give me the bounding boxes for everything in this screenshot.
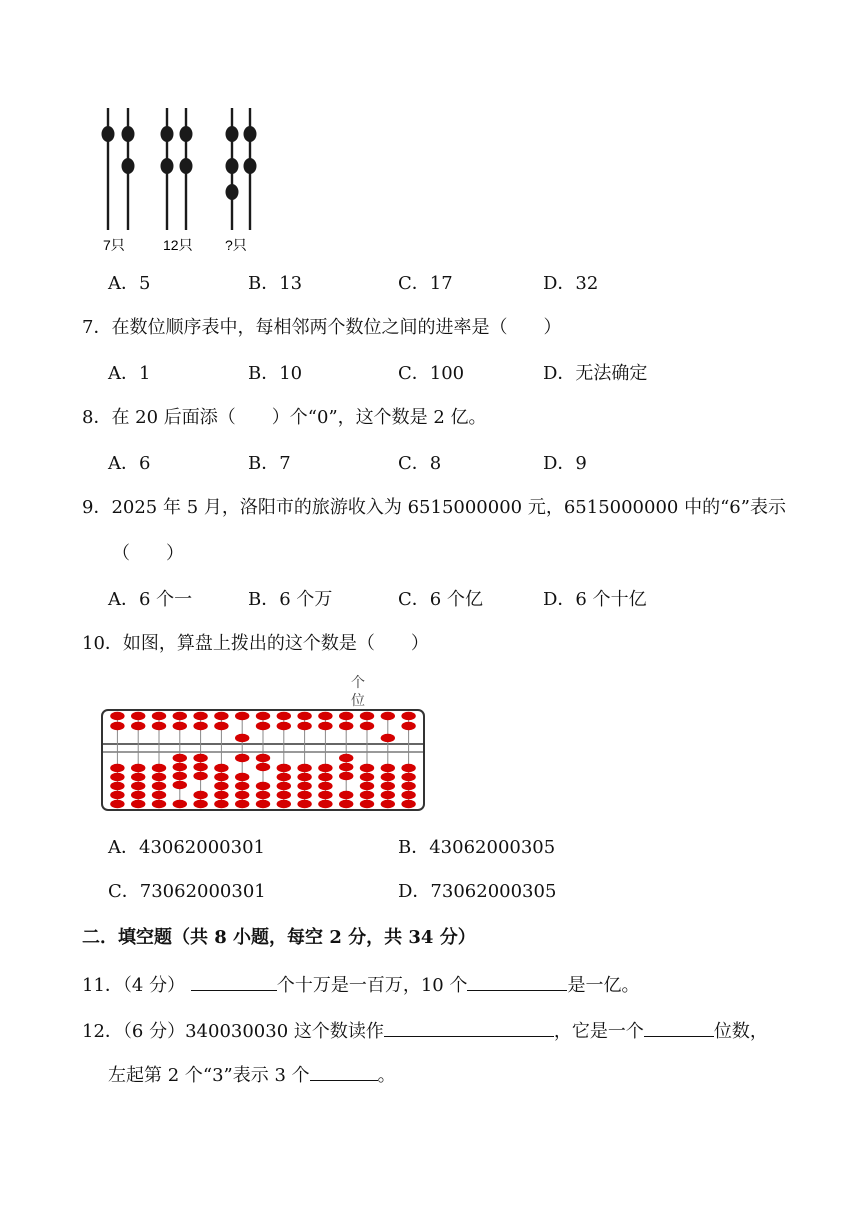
abacus-lower-bead (318, 764, 332, 772)
abacus-lower-bead (318, 773, 332, 781)
abacus-lower-bead (256, 763, 270, 771)
abacus-upper-bead (277, 722, 291, 730)
abacus-lower-bead (277, 791, 291, 799)
abacus-upper-bead (193, 722, 207, 730)
abacus-upper-bead (152, 712, 166, 720)
q10-stem: 10．如图，算盘上拨出的这个数是（ ） (82, 633, 429, 654)
abacus-lower-bead (297, 791, 311, 799)
abacus-lower-bead (214, 800, 228, 808)
abacus-lower-bead (235, 791, 249, 799)
abacus-lower-bead (235, 754, 249, 762)
q12-blank-1[interactable] (384, 1018, 554, 1037)
q12-line-1 (82, 1018, 768, 1044)
rod-bead (122, 126, 135, 142)
abacus-lower-bead (360, 764, 374, 772)
abacus-lower-bead (214, 791, 228, 799)
q8-option-b: B．7 (248, 453, 291, 474)
abacus-upper-bead (360, 722, 374, 730)
abacus-lower-bead (256, 800, 270, 808)
abacus-lower-bead (339, 800, 353, 808)
abacus-lower-bead (193, 754, 207, 762)
q9-stem-line1: 9．2025 年 5 月，洛阳市的旅游收入为 6515000000 元，6515000000 中的“6”表示 (82, 497, 786, 518)
q12-line-2 (108, 1062, 396, 1088)
abacus-upper-bead (131, 722, 145, 730)
abacus-lower-bead (173, 754, 187, 762)
abacus-lower-bead (360, 800, 374, 808)
abacus-upper-bead (318, 712, 332, 720)
rod-bead (180, 158, 193, 174)
rod-label-1: 7只 (103, 237, 125, 253)
abacus-lower-bead (235, 782, 249, 790)
abacus-lower-bead (277, 764, 291, 772)
q10-option-d: D．73062000305 (398, 881, 557, 902)
q12-line2-end: 。 (377, 1065, 396, 1086)
rod-bead (161, 158, 174, 174)
abacus-upper-bead (381, 712, 395, 720)
abacus-lower-bead (235, 800, 249, 808)
abacus-lower-bead (381, 764, 395, 772)
rods-group (102, 108, 257, 230)
q12-number: 12． (82, 1021, 123, 1042)
abacus-lower-bead (277, 800, 291, 808)
abacus-upper-bead (193, 712, 207, 720)
abacus-lower-bead (401, 800, 415, 808)
q11-text-1: 个十万是一百万，10 个 (276, 975, 468, 996)
abacus-upper-bead (318, 722, 332, 730)
abacus-lower-bead (297, 764, 311, 772)
abacus-lower-bead (339, 763, 353, 771)
abacus-upper-bead (131, 712, 145, 720)
abacus-upper-bead (152, 722, 166, 730)
rod-label-2: 12只 (163, 237, 193, 253)
q8-option-c: C．8 (398, 453, 442, 474)
abacus-upper-bead (256, 712, 270, 720)
abacus-lower-bead (173, 781, 187, 789)
abacus-lower-bead (401, 791, 415, 799)
rod-bead (226, 158, 239, 174)
q11-line (82, 972, 639, 998)
rod-bead (226, 184, 239, 200)
q6-option-a: A．5 (108, 273, 151, 294)
q8-option-d: D．9 (543, 453, 587, 474)
abacus-lower-bead (173, 772, 187, 780)
abacus-lower-bead (152, 791, 166, 799)
q7-stem: 7．在数位顺序表中，每相邻两个数位之间的进率是（ ） (82, 317, 562, 338)
abacus-upper-bead (173, 722, 187, 730)
abacus-lower-bead (110, 800, 124, 808)
abacus-lower-bead (152, 764, 166, 772)
abacus-upper-bead (214, 712, 228, 720)
q12-line2-text: 左起第 2 个“3”表示 3 个 (108, 1065, 310, 1086)
q9-option-b: B．6 个万 (248, 589, 333, 610)
q10-option-a: A．43062000301 (108, 837, 265, 858)
abacus-upper-bead (277, 712, 291, 720)
abacus-figure (96, 670, 436, 820)
abacus-upper-bead (110, 712, 124, 720)
abacus-upper-bead (297, 712, 311, 720)
q12-text-3: 位数， (713, 1021, 768, 1042)
abacus-lower-bead (193, 791, 207, 799)
q10-option-c: C．73062000301 (108, 881, 266, 902)
q9-option-a: A．6 个一 (108, 589, 193, 610)
abacus-lower-bead (381, 782, 395, 790)
q12-text-2: ，它是一个 (553, 1021, 644, 1042)
q9-option-d: D．6 个十亿 (543, 589, 647, 610)
q12-blank-2[interactable] (644, 1018, 714, 1037)
rod-bead (244, 126, 257, 142)
q9-stem-line2: （ ） (112, 543, 184, 564)
units-label-top: 个 (351, 674, 365, 690)
abacus-upper-bead (339, 722, 353, 730)
q8-stem: 8．在 20 后面添（ ）个“0”，这个数是 2 亿。 (82, 407, 487, 428)
q11-text-2: 是一亿。 (567, 975, 640, 996)
rod-bead (226, 126, 239, 142)
abacus-lower-bead (152, 800, 166, 808)
abacus-lower-bead (318, 791, 332, 799)
abacus-upper-bead (339, 712, 353, 720)
q9-option-c: C．6 个亿 (398, 589, 483, 610)
q11-blank-2[interactable] (467, 972, 567, 991)
abacus-lower-bead (173, 763, 187, 771)
rod-label-3: ?只 (225, 237, 247, 253)
abacus-upper-bead (381, 734, 395, 742)
abacus-lower-bead (214, 773, 228, 781)
abacus-upper-bead (235, 712, 249, 720)
abacus-lower-bead (110, 791, 124, 799)
abacus-lower-bead (277, 782, 291, 790)
abacus-lower-bead (297, 800, 311, 808)
abacus-lower-bead (360, 791, 374, 799)
abacus-lower-bead (110, 764, 124, 772)
rod-bead (244, 158, 257, 174)
abacus-lower-bead (318, 800, 332, 808)
abacus-upper-bead (235, 734, 249, 742)
abacus-lower-bead (401, 764, 415, 772)
abacus-lower-bead (401, 773, 415, 781)
abacus-lower-bead (256, 754, 270, 762)
rod-bead (180, 126, 193, 142)
abacus-lower-bead (381, 791, 395, 799)
q8-option-a: A．6 (108, 453, 151, 474)
q7-option-c: C．100 (398, 363, 465, 384)
q11-score: （4 分） (122, 975, 186, 996)
abacus-upper-bead (297, 722, 311, 730)
abacus-lower-bead (152, 782, 166, 790)
abacus-lower-bead (131, 764, 145, 772)
q7-option-a: A．1 (108, 363, 151, 384)
q12-blank-3[interactable] (310, 1062, 378, 1081)
abacus-lower-bead (193, 763, 207, 771)
abacus-lower-bead (235, 773, 249, 781)
q6-option-b: B．13 (248, 273, 303, 294)
abacus-lower-bead (131, 782, 145, 790)
abacus-lower-bead (214, 782, 228, 790)
abacus-lower-bead (277, 773, 291, 781)
units-label-bottom: 位 (351, 692, 365, 708)
abacus-lower-bead (214, 764, 228, 772)
q6-option-c: C．17 (398, 273, 453, 294)
abacus-lower-bead (193, 772, 207, 780)
abacus-lower-bead (360, 773, 374, 781)
rod-bead (161, 126, 174, 142)
q6-option-d: D．32 (543, 273, 599, 294)
abacus-upper-bead (214, 722, 228, 730)
q11-number: 11． (82, 975, 123, 996)
counting-rods-figure (95, 100, 295, 260)
abacus-lower-bead (381, 800, 395, 808)
abacus-upper-bead (256, 722, 270, 730)
rod-bead (102, 126, 115, 142)
section-2-title: 二．填空题（共 8 小题，每空 2 分，共 34 分） (82, 927, 476, 948)
abacus-upper-bead (173, 712, 187, 720)
abacus-lower-bead (256, 791, 270, 799)
abacus-lower-bead (339, 772, 353, 780)
abacus-upper-bead (401, 712, 415, 720)
abacus-lower-bead (297, 782, 311, 790)
abacus-lower-bead (381, 773, 395, 781)
abacus-body (102, 710, 424, 810)
abacus-lower-bead (131, 800, 145, 808)
abacus-lower-bead (110, 773, 124, 781)
q12-text-1: 340030030 这个数读作 (185, 1021, 384, 1042)
abacus-lower-bead (131, 791, 145, 799)
abacus-lower-bead (110, 782, 124, 790)
abacus-lower-bead (339, 754, 353, 762)
abacus-upper-bead (110, 722, 124, 730)
abacus-lower-bead (297, 773, 311, 781)
abacus-lower-bead (131, 773, 145, 781)
q10-option-b: B．43062000305 (398, 837, 556, 858)
abacus-lower-bead (152, 773, 166, 781)
q11-blank-1[interactable] (191, 972, 277, 991)
rod-bead (122, 158, 135, 174)
abacus-lower-bead (173, 800, 187, 808)
q7-option-b: B．10 (248, 363, 303, 384)
abacus-lower-bead (401, 782, 415, 790)
abacus-lower-bead (339, 791, 353, 799)
abacus-lower-bead (256, 782, 270, 790)
abacus-lower-bead (318, 782, 332, 790)
abacus-upper-bead (401, 722, 415, 730)
abacus-upper-bead (360, 712, 374, 720)
q7-option-d: D．无法确定 (543, 363, 648, 384)
abacus-lower-bead (193, 800, 207, 808)
q12-score: （6 分） (122, 1021, 186, 1042)
abacus-lower-bead (360, 782, 374, 790)
